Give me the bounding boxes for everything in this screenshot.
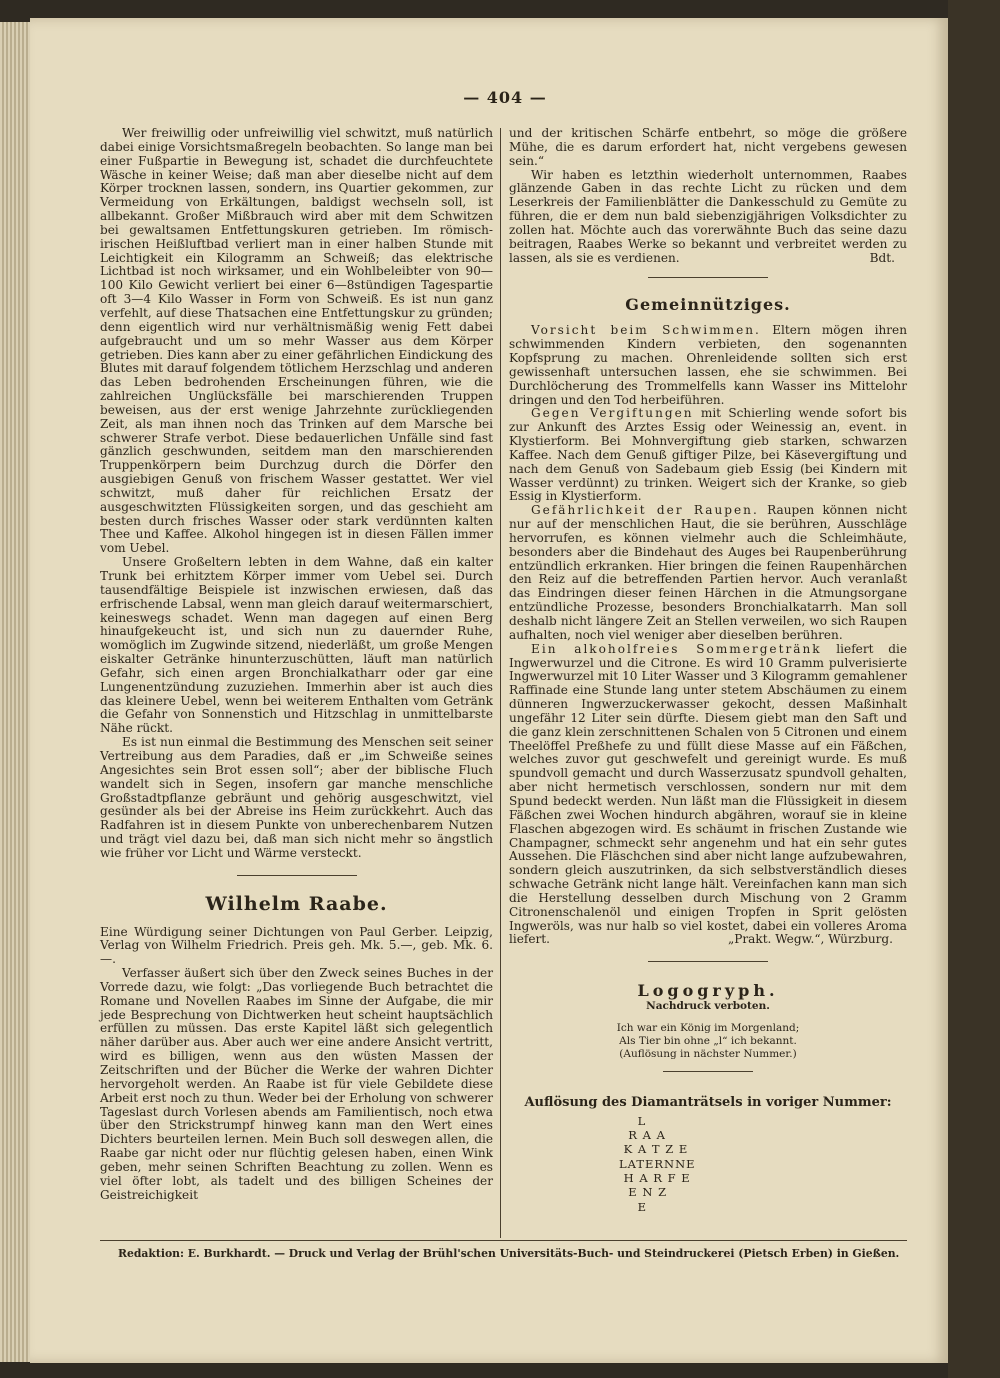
- diamond-row: R A A: [619, 1128, 666, 1143]
- column-rule: [500, 128, 501, 1238]
- gem-item: [509, 504, 907, 642]
- reprint-notice: Nachdruck verboten.: [646, 1000, 770, 1013]
- raabe-body: Verfasser äußert sich über den Zweck seines Buches in der Vorrede dazu, wie folgt: „Das vorliegende Buch betrachtet die Romane und Novellen Raabes im Sinne der Aufgabe, die mir jede Besprechung von Dichtwerken heut scheint hauptsächlich erfüllen zu müssen. Das erste Kapitel läßt sich gelegentlich näher darüber aus. Aber auch wer eine andere Ansicht vertritt, wird es billigen, wenn aus den wüsten Massen der Zeitschriften und der Bücher die Werke der wahren Dichter hervorgeholt werden. An Raabe ist für viele Gebildete diese Arbeit erst noch zu thun. Weder bei der Erholung von schwerer Tageslast durch Vorlesen abends am Familientisch, noch etwa über den Strickstrumpf hinweg kann man den Wert eines Dichters beurteilen lernen. Mein Buch soll deswegen allen, die Raabe gar nicht oder nur flüchtig gelesen haben, einen Wink geben, mehr seinen Schriften Beachtung zu zollen. Wenn es viel öfter lobt, als tadelt und des billigen Scheines der Geistreichigkeit: [100, 966, 493, 1202]
- gem-item: [509, 643, 907, 948]
- page-number: — 404 —: [463, 88, 547, 107]
- raabe-signature: Bdt.: [869, 250, 895, 265]
- section-divider: [648, 961, 768, 962]
- section-divider: [237, 875, 357, 876]
- logogriph-heading: Logogryph.: [637, 981, 779, 1001]
- riddle-line: Ich war ein König im Morgenland;: [616, 1021, 800, 1034]
- diamond-row: E N Z: [619, 1185, 668, 1200]
- gem-item: [509, 324, 907, 407]
- gem-item-lead: Gefährlichkeit der Raupen.: [531, 503, 759, 518]
- diamond-row: LATERNNE: [619, 1156, 696, 1171]
- footer-rule: [100, 1240, 907, 1241]
- diamond-solution: [619, 1114, 907, 1214]
- gem-item-text: Raupen können nicht nur auf der menschlichen Haut, die sie berühren, Ausschläge hervorrufen, es können vielmehr auch die Schleimhäute, besonders aber die Bindehaut des Auges bei Raupenberührung entzündlich erkranken. Hier bringen die feinen Raupenhärchen den Reiz auf die betreffenden Partien hervor. Auch veranlaßt das Eindringen dieser feinen Härchen in die Atmungsorgane entzündliche Prozesse, besonders Bronchialkatarrh. Man soll deshalb nicht längere Zeit an Stellen verweilen, wo sich Raupen aufhalten, noch viel weniger aber dieselben berühren.: [509, 503, 907, 642]
- raabe-continuation: und der kritischen Schärfe entbehrt, so möge die größere Mühe, die es darum erfordert hat, nicht vergebens gewesen sein.“: [509, 126, 907, 168]
- raabe-intro: Eine Würdigung seiner Dichtungen von Paul Gerber. Leipzig, Verlag von Wilhelm Friedrich. Preis geh. Mk. 5.—, geb. Mk. 6.—.: [100, 924, 493, 967]
- diamond-row: H A R F E: [619, 1170, 691, 1185]
- diamond-row: K A T Z E: [619, 1142, 689, 1157]
- gem-item-lead: Vorsicht beim Schwimmen.: [531, 323, 761, 338]
- article-paragraph: Es ist nun einmal die Bestimmung des Menschen seit seiner Vertreibung aus dem Paradies, daß er „im Schweiße seines Angesichtes sein Brot essen soll“; aber der biblische Fluch wandelt sich in Segen, insofern gar manche menschliche Großstadtpflanze gebräunt und gehörig ausgeschwitzt, viel gesünder als bei der Abreise ins Heim zurückkehrt. Auch das Radfahren ist in diesem Punkte von unberechenbarem Nutzen und trägt viel dazu bei, daß man sich nicht mehr so ängstlich wie früher vor Licht und Wärme versteckt.: [100, 735, 493, 860]
- article-paragraph: Unsere Großeltern lebten in dem Wahne, daß ein kalter Trunk bei erhitztem Körper immer vom Uebel sei. Durch tausendfältige Beispiele ist inzwischen erwiesen, daß das erfrischende Labsal, wenn man gleich darauf weitermarschiert, keineswegs schadet. Wenn man dagegen auf einen Berg hinaufgekeucht ist, und sich nun zu dauernder Ruhe, womöglich im Zugwinde sitzend, niederläßt, um große Mengen eiskalter Getränke hinunterzuschütten, läuft man natürlich Gefahr, sich einen argen Bronchialkatharr oder gar eine Lungenentzündung zuzuziehen. Immerhin aber ist auch dies das kleinere Uebel, wenn bei weiterem Enthalten vom Getränk die Gefahr von Sonnenstich und Hitzschlag in unmittelbarste Nähe rückt.: [100, 555, 493, 736]
- gem-item: [509, 407, 907, 504]
- scan-border: [948, 0, 1000, 1378]
- riddle-line: Als Tier bin ohne „l“ ich bekannt.: [619, 1034, 797, 1047]
- riddle-note: (Auflösung in nächster Nummer.): [619, 1047, 797, 1060]
- gem-item-text: liefert die Ingwerwurzel und die Citrone. Es wird 10 Gramm pulverisierte Ingwerwurzel mit 10 Liter Wasser und 3 Kilogramm gemahlener Raffinade eine Stunde lang unter stetem Abschäumen zu einem dünneren Ingwerzuckerwasser gekocht, dessen Maßinhalt ungefähr 12 Liter sein dürfte. Diesem giebt man den Saft und die ganz klein zerschnittenen Schalen von 5 Citronen und einem Theelöffel Preßhefe zu und füllt diese Masse auf ein Fäßchen, welches zuvor gut geschwefelt und gereinigt wurde. Es muß spundvoll gemacht und durch Wasserzusatz spundvoll gehalten, aber nicht hermetisch verschlossen, sondern nur mit dem Spund bedeckt werden. Nun läßt man die Flüssigkeit in diesem Fäßchen zwei Wochen hindurch abgähren, worauf sie in kleine Flaschen abgezogen wird. Es schäumt in frischen Zustande wie Champagner, schmeckt sehr angenehm und hat ein sehr gutes Aussehen. Die Fläschchen sind aber nicht lange aufzubewahren, sondern gleich auszutrinken, da sich selbstverständlich dieses schwache Getränk nicht lange hält. Vereinfachen kann man sich die Herstellung desselben durch Mischung von 2 Gramm Citronenschalenöl und einigen Tropfen in Sprit gelösten Ingweröls, was nur halb so viel kostet, dabei ein volleres Aroma liefert.: [509, 641, 907, 947]
- gemeinnuetziges-heading: Gemeinnütziges.: [625, 295, 791, 315]
- section-divider: [648, 277, 768, 278]
- article-paragraph: Wer freiwillig oder unfreiwillig viel schwitzt, muß natürlich dabei einige Vorsichtsmaßregeln beobachten. So lange man bei einer Fußpartie in Bewegung ist, schadet die durchfeuchtete Wäsche in keiner Weise; daß man aber dieselbe nicht auf dem Körper trocknen lassen, sondern, ins Quartier gekommen, zur Vermeidung von Erkältungen, baldigst wechseln soll, ist allbekannt. Großer Mißbrauch wird aber mit dem Schwitzen bei gewaltsamen Entfettungskuren getrieben. Im römisch-irischen Heißluftbad verliert man in einer halben Stunde mit Leichtigkeit ein Kilogramm an Schweiß; das elektrische Lichtbad ist noch wirksamer, und ein Wohlbeleibter von 90—100 Kilo Gewicht verliert bei einer 6—8stündigen Tagespartie oft 3—4 Kilo Wasser in Form von Schweiß. Es ist nun ganz verfehlt, auf diese Thatsachen eine Entfettungskur zu gründen; denn eigentlich wird nur verhältnismäßig wenig Fett dabei aufgebraucht und um so mehr Wasser aus dem Körper getrieben. Dies kann aber zu einer gefährlichen Eindickung des Blutes mit darauf folgendem tötlichem Herzschlag und anderen das Leben bedrohenden Erscheinungen führen, wie die zahlreichen Unglücksfälle bei marschierenden Truppen beweisen, aus der erst wenige Jahrzehnte zurückliegenden Zeit, als man ihnen noch das Trinken auf dem Marsche bei schwerer Strafe verbot. Diese bedauerlichen Unfälle sind fast gänzlich geschwunden, seitdem man den marschierenden Truppenkörpern beim Durchzug durch die Dörfer den ausgiebigen Genuß von frischem Wasser gestattet. Wer viel schwitzt, muß daher für reichlichen Ersatz der ausgeschwitzten Flüssigkeiten sorgen, und das geschieht am besten durch frisches Wasser oder stark verdünnten kalten Thee und Kaffee. Alkohol hingegen ist in diesen Fällen immer vom Uebel.: [100, 126, 493, 556]
- gem-item-text: mit Schierling wende sofort bis zur Ankunft des Arztes Essig oder Weinessig an, event. in Klystierform. Bei Mohnvergiftung gieb starken, schwarzen Kaffee. Nach dem Genuß giftiger Pilze, bei Käsevergiftung und nach dem Genuß von Sadebaum gieb Essig (bei Kindern mit Wasser verdünnt) zu trinken. Weigert sich der Kranke, so gieb Essig in Klystierform.: [509, 406, 907, 504]
- diamond-row: L: [619, 1113, 647, 1128]
- left-column: [100, 127, 493, 1202]
- imprint-footer: Redaktion: E. Burkhardt. — Druck und Verlag der Brühl'schen Universitäts-Buch- und Steindruckerei (Pietsch Erben) in Gießen.: [118, 1247, 900, 1260]
- raabe-review: [509, 169, 907, 266]
- gem-source: „Prakt. Wegw.“, Würzburg.: [727, 932, 893, 947]
- raabe-heading: Wilhelm Raabe.: [205, 892, 388, 915]
- solution-heading: Auflösung des Diamanträtsels in voriger Nummer:: [524, 1094, 892, 1110]
- section-divider: [663, 1071, 753, 1072]
- gem-item-text: Eltern mögen ihren schwimmenden Kindern verbieten, den sogenannten Kopfsprung zu machen. Ohrenleidende sollten sich erst gewissenhaft untersuchen lassen, ehe sie schwimmen. Bei Durchlöcherung des Trommelfells kann Wasser ins Mittelohr dringen und den Tod herbeiführen.: [509, 323, 907, 407]
- raabe-review-text: Wir haben es letzthin wiederholt unternommen, Raabes glänzende Gaben in das rechte Licht zu rücken und dem Leserkreis der Familienblätter die Dankesschuld zu Gemüte zu führen, die er dem nun bald siebenzigjährigen Volksdichter zu zollen hat. Möchte auch das vorerwähnte Buch das seine dazu beitragen, Raabes Werke so bekannt und verbreitet werden zu lassen, als sie es verdienen.: [509, 167, 907, 265]
- gem-item-lead: Ein alkoholfreies Sommergetränk: [531, 641, 822, 656]
- diamond-row: E: [619, 1199, 648, 1214]
- gem-item-lead: Gegen Vergiftungen: [531, 406, 694, 421]
- right-column: [509, 127, 907, 1214]
